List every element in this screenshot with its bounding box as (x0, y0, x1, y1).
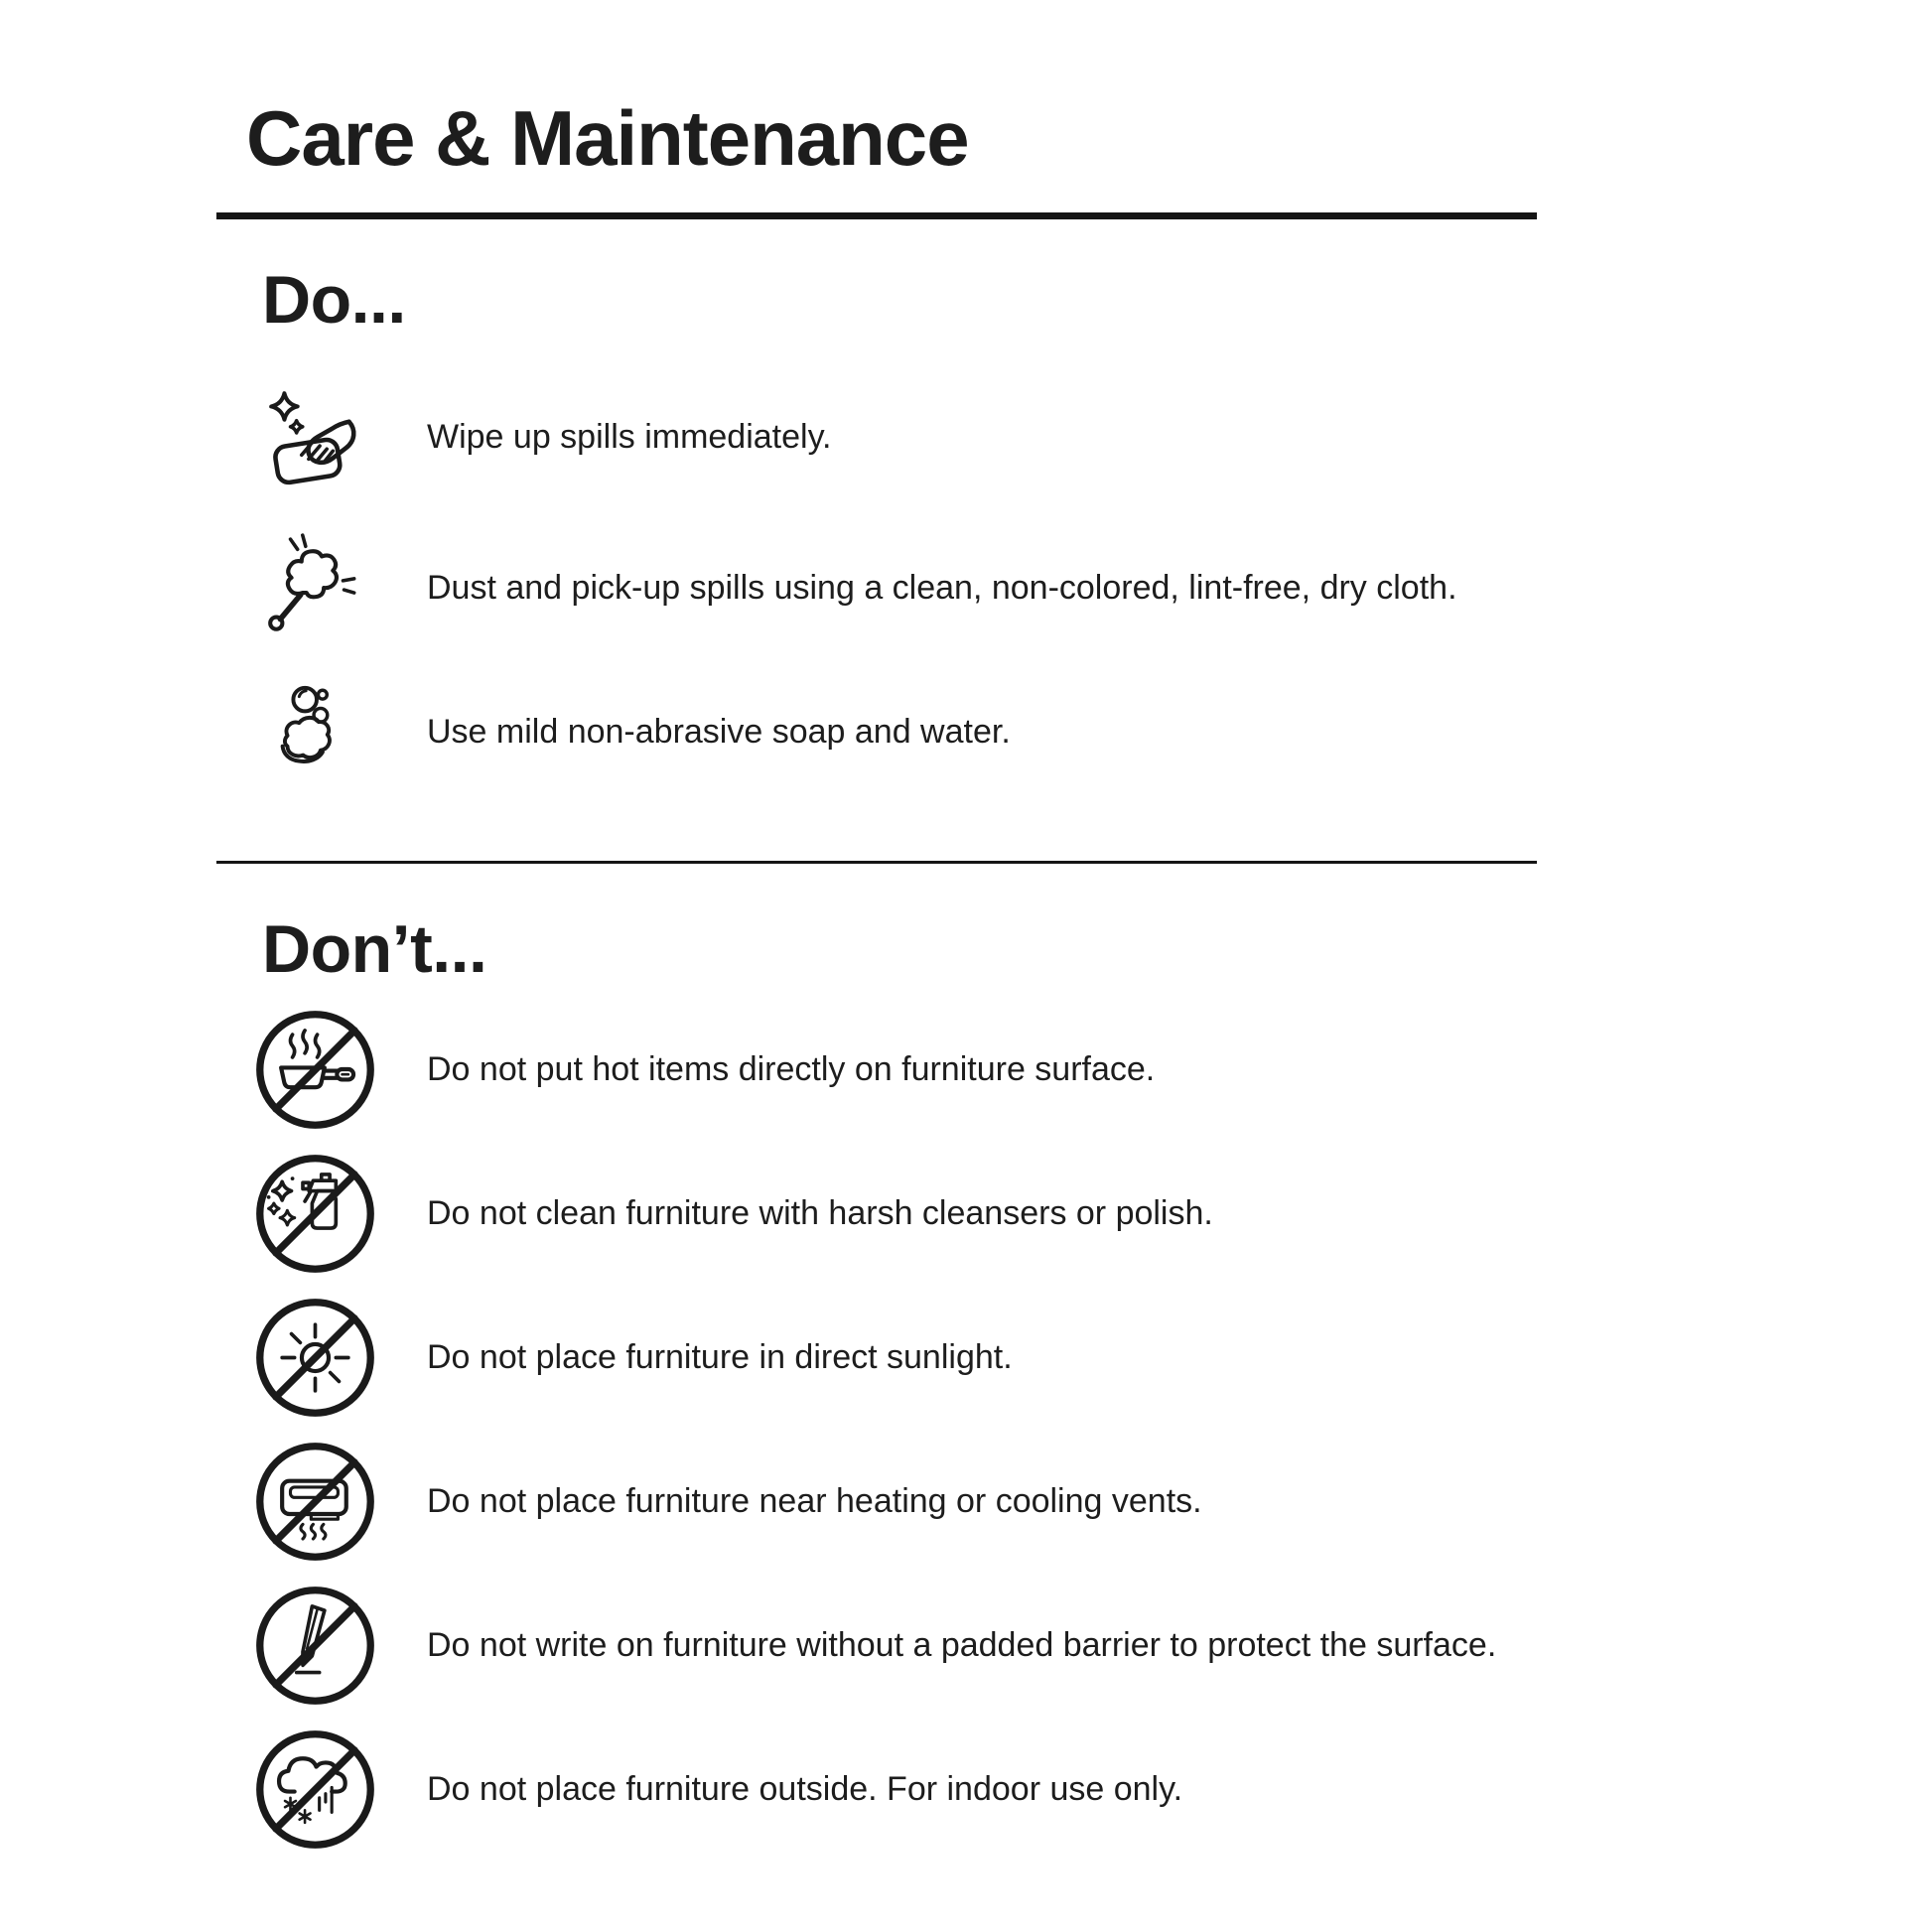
wipe-hand-icon (253, 375, 377, 499)
no-harsh-cleansers-icon (253, 1152, 377, 1276)
soap-icon (253, 670, 377, 794)
care-do-row (253, 372, 832, 501)
care-dont-row (253, 1152, 1213, 1276)
no-outdoor-use-icon (253, 1727, 377, 1852)
care-instruction-text: Use mild non-abrasive soap and water. (427, 712, 1011, 751)
care-dont-row (253, 1008, 1155, 1132)
no-writing-icon (253, 1584, 377, 1708)
dont-section-heading: Don’t... (262, 911, 487, 987)
title-rule (216, 212, 1537, 219)
care-dont-row (253, 1440, 1202, 1564)
no-hot-items-icon (253, 1008, 377, 1132)
care-do-row (253, 667, 1011, 796)
care-dont-row (253, 1296, 1013, 1420)
care-instruction-text: Wipe up spills immediately. (427, 417, 832, 456)
care-dont-row (253, 1584, 1496, 1708)
care-instruction-text: Dust and pick-up spills using a clean, non-colored, lint-free, dry cloth. (427, 568, 1457, 607)
page-title: Care & Maintenance (246, 94, 969, 182)
care-dont-row (253, 1727, 1182, 1852)
care-instruction-text: Do not write on furniture without a padded barrier to protect the surface. (427, 1626, 1497, 1665)
care-instruction-text: Do not place furniture outside. For indoor use only. (427, 1770, 1183, 1809)
duster-icon (253, 526, 377, 650)
care-instruction-text: Do not place furniture near heating or cooling vents. (427, 1482, 1202, 1521)
care-instruction-text: Do not put hot items directly on furniture surface. (427, 1050, 1156, 1089)
care-instruction-text: Do not place furniture in direct sunlight. (427, 1338, 1013, 1377)
no-direct-sunlight-icon (253, 1296, 377, 1420)
do-section-heading: Do... (262, 262, 406, 338)
no-heating-vents-icon (253, 1440, 377, 1564)
care-instruction-text: Do not clean furniture with harsh cleansers or polish. (427, 1194, 1213, 1233)
care-do-row (253, 523, 1457, 652)
section-divider (216, 861, 1537, 864)
